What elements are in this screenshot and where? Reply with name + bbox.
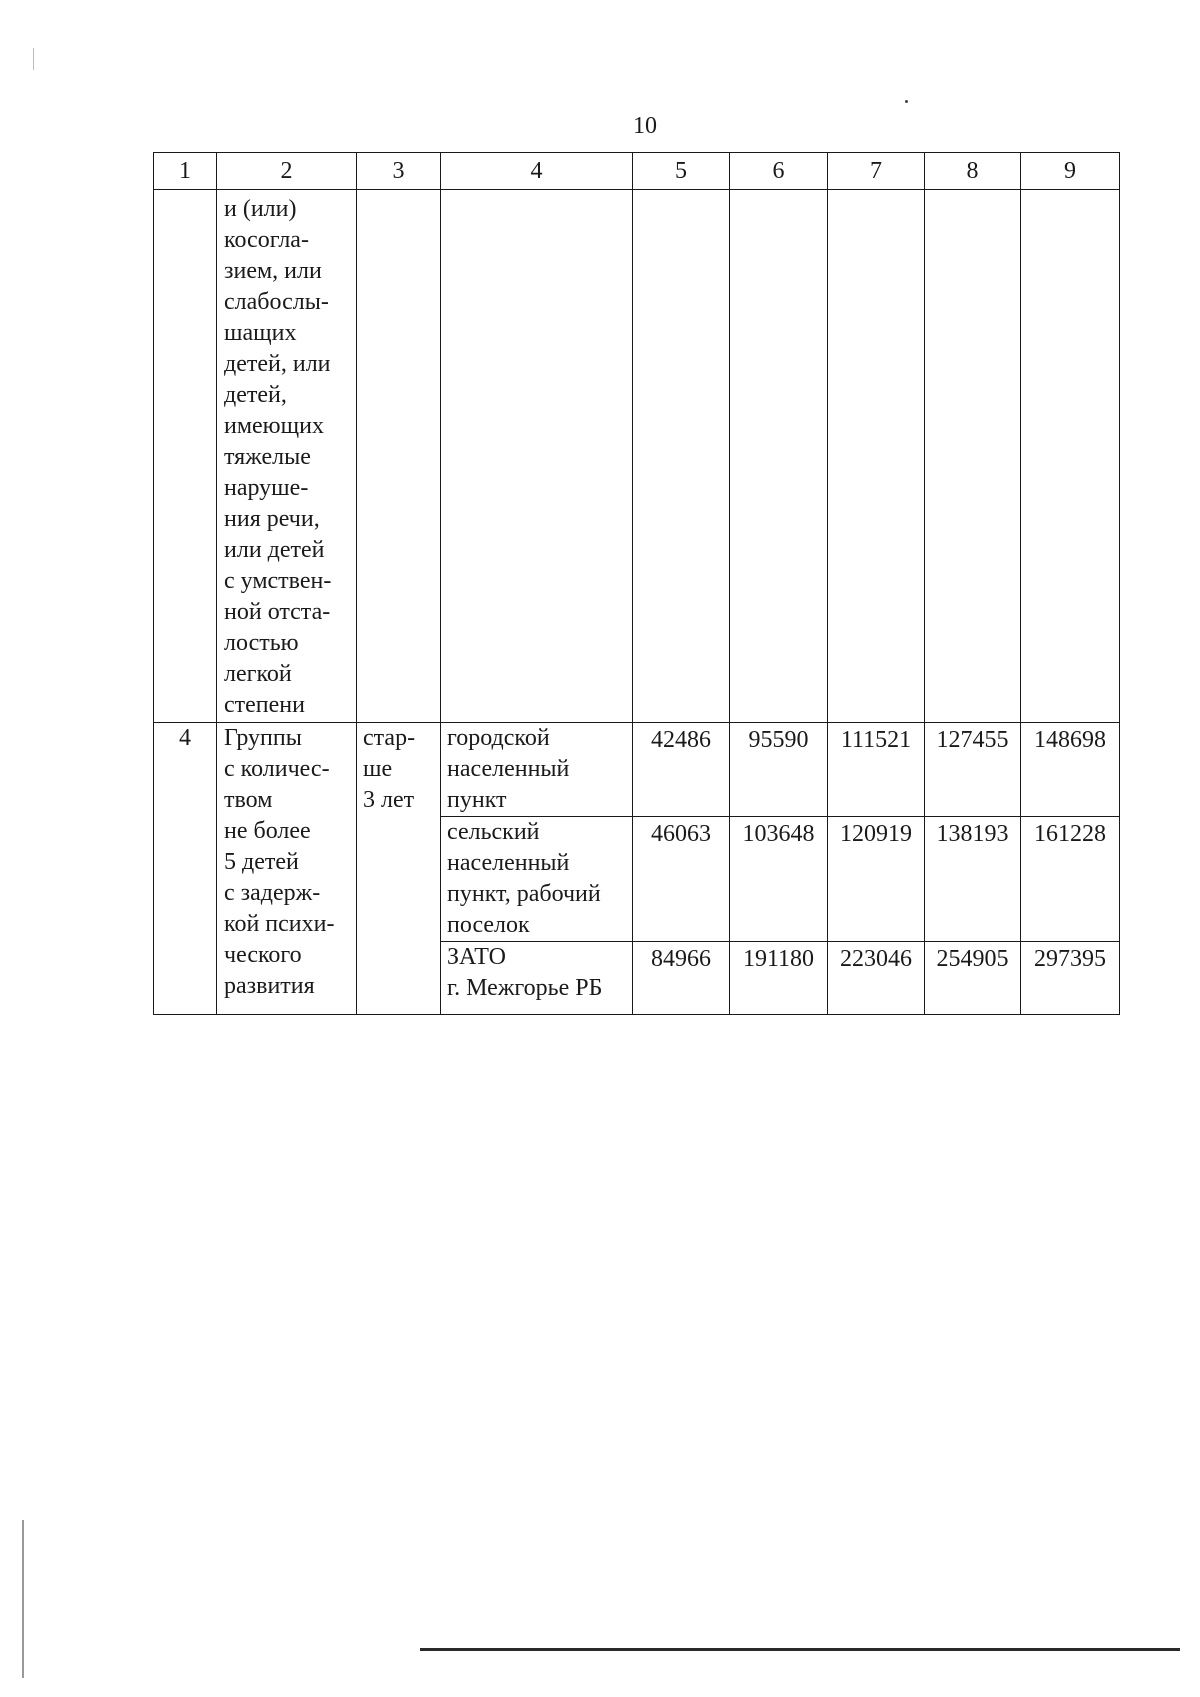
table-row	[154, 723, 1120, 817]
text-line: или детей	[224, 537, 325, 563]
value-cell: 46063	[633, 817, 730, 942]
value-cell: 138193	[925, 817, 1021, 942]
text-line: легкой	[224, 661, 292, 687]
text-line: лостью	[224, 630, 299, 656]
row-number: 4	[154, 723, 217, 1015]
table-cell	[925, 190, 1021, 723]
text-line: детей,	[224, 382, 287, 408]
age-cell	[357, 723, 441, 1015]
text-line: ной отста-	[224, 599, 331, 625]
location-cell	[441, 723, 633, 817]
text-line: ческого	[224, 942, 302, 968]
text-line: степени	[224, 692, 305, 718]
table-cell	[357, 190, 441, 723]
header-cell: 2	[217, 153, 357, 190]
text-line: развития	[224, 973, 315, 999]
header-cell: 9	[1021, 153, 1120, 190]
value-cell: 120919	[828, 817, 925, 942]
text-line: стар-	[363, 725, 416, 751]
table-cell	[828, 190, 925, 723]
header-cell: 1	[154, 153, 217, 190]
header-cell: 4	[441, 153, 633, 190]
text-line: населенный	[447, 756, 570, 782]
text-line: кой психи-	[224, 911, 335, 937]
header-cell: 3	[357, 153, 441, 190]
table-cell	[441, 190, 633, 723]
value-cell: 254905	[925, 942, 1021, 1015]
value-cell: 111521	[828, 723, 925, 817]
value-cell: 148698	[1021, 723, 1120, 817]
table-cell	[633, 190, 730, 723]
header-cell: 6	[730, 153, 828, 190]
scan-speck	[905, 100, 908, 103]
text-line: поселок	[447, 912, 530, 938]
text-line: с количес-	[224, 756, 330, 782]
location-cell	[441, 942, 633, 1015]
header-row	[154, 153, 1120, 190]
text-line: пункт, рабочий	[447, 881, 601, 907]
text-line: с умствен-	[224, 568, 332, 594]
continuation-row	[154, 190, 1120, 723]
header-cell: 8	[925, 153, 1021, 190]
text-line: имеющих	[224, 413, 324, 439]
text-line: ЗАТО	[447, 944, 506, 970]
text-line: сельский	[447, 819, 540, 845]
value-cell: 42486	[633, 723, 730, 817]
text-line: тяжелые	[224, 444, 311, 470]
text-line: г. Межгорье РБ	[447, 975, 603, 1001]
value-cell: 297395	[1021, 942, 1120, 1015]
header-cell: 7	[828, 153, 925, 190]
value-cell: 223046	[828, 942, 925, 1015]
text-line: не более	[224, 818, 311, 844]
page-number: 10	[633, 113, 657, 139]
tariff-table	[153, 152, 1120, 1015]
value-cell: 95590	[730, 723, 828, 817]
scan-edge-mark	[33, 48, 34, 70]
text-line: населенный	[447, 850, 570, 876]
text-line: с задерж-	[224, 880, 321, 906]
table-cell	[154, 190, 217, 723]
text-line: ния речи,	[224, 506, 320, 532]
text-line: твом	[224, 787, 273, 813]
text-line: косогла-	[224, 227, 309, 253]
description-cell	[217, 190, 357, 723]
text-line: ше	[363, 756, 393, 782]
scan-edge-mark	[22, 1520, 24, 1678]
text-line: 5 детей	[224, 849, 299, 875]
group-description	[217, 723, 357, 1015]
value-cell: 161228	[1021, 817, 1120, 942]
text-line: наруше-	[224, 475, 309, 501]
text-line: пункт	[447, 787, 507, 813]
header-cell: 5	[633, 153, 730, 190]
bottom-rule	[420, 1648, 1180, 1651]
value-cell: 84966	[633, 942, 730, 1015]
text-line: городской	[447, 725, 550, 751]
value-cell: 191180	[730, 942, 828, 1015]
text-line: Группы	[224, 725, 302, 751]
table-cell	[730, 190, 828, 723]
value-cell: 127455	[925, 723, 1021, 817]
value-cell: 103648	[730, 817, 828, 942]
text-line: и (или)	[224, 196, 297, 222]
text-line: зием, или	[224, 258, 322, 284]
text-line: 3 лет	[363, 787, 415, 813]
location-cell	[441, 817, 633, 942]
text-line: слабослы-	[224, 289, 329, 315]
text-line: шащих	[224, 320, 297, 346]
table-cell	[1021, 190, 1120, 723]
text-line: детей, или	[224, 351, 331, 377]
